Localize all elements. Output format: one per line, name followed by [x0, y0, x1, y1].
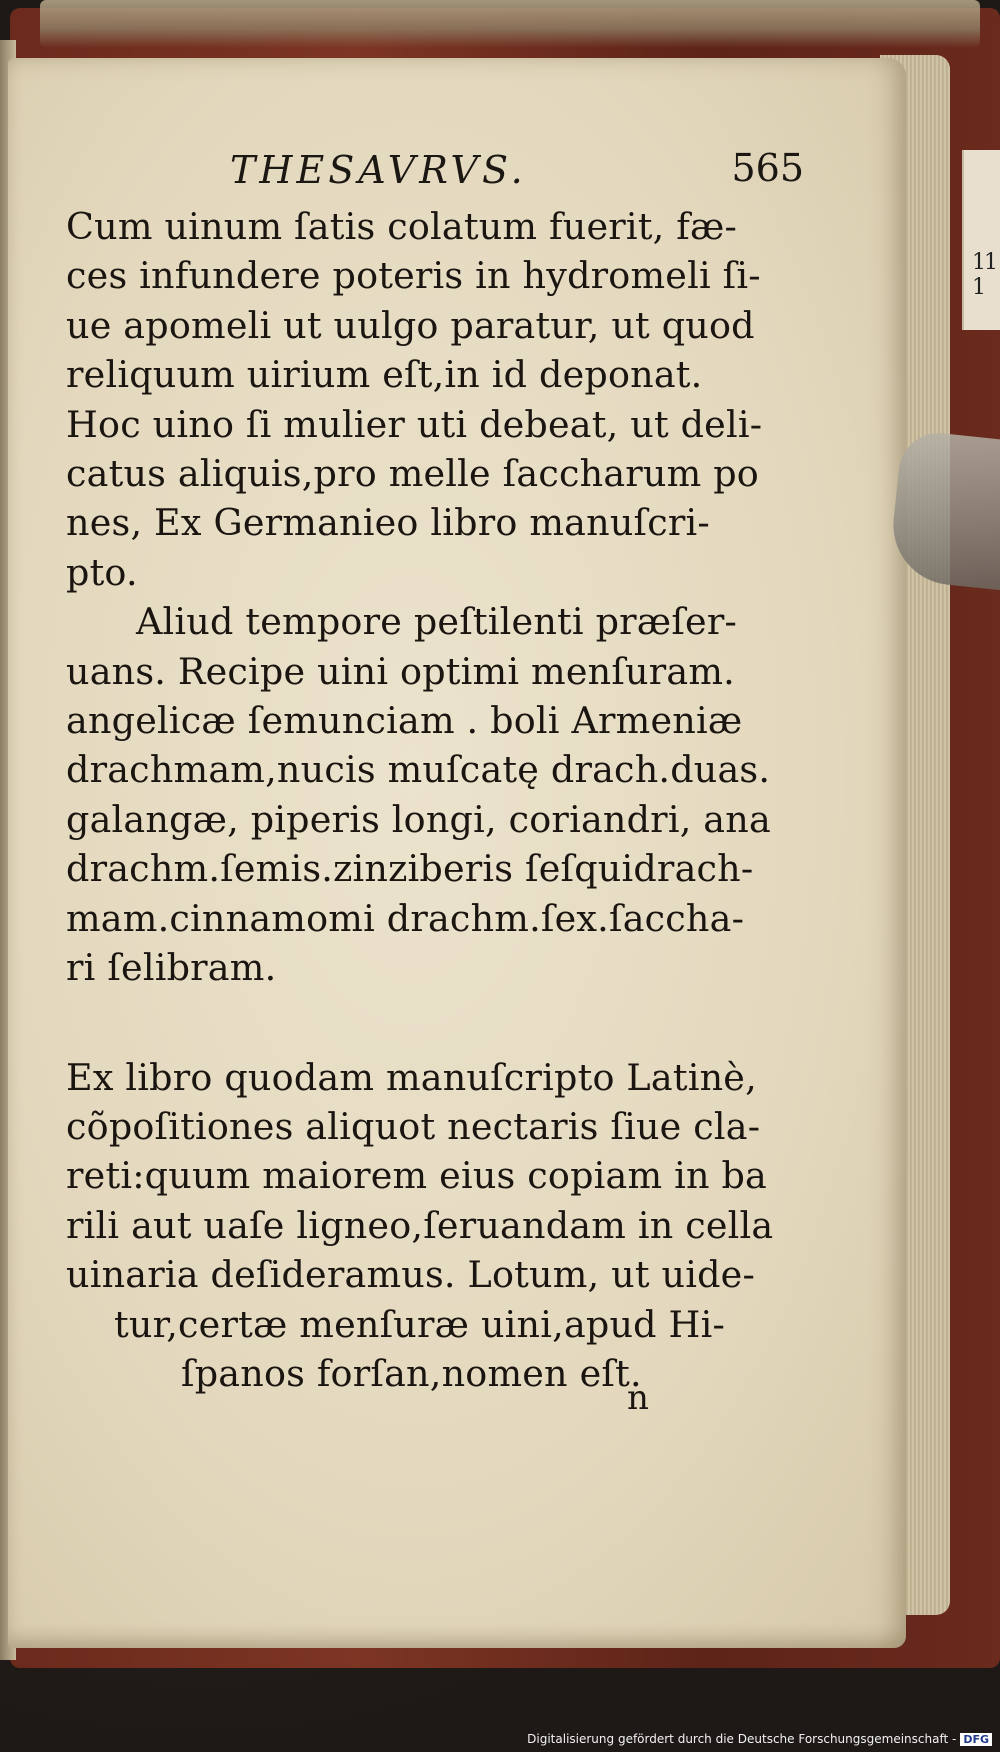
page-body-text	[66, 202, 786, 1398]
running-head: THESAVRVS.	[230, 148, 527, 192]
worn-top-edge	[40, 0, 980, 48]
text-line: uans. Recipe uini optimi menſuram.	[66, 649, 735, 693]
paragraph-gap	[66, 993, 786, 1053]
text-line: Ex libro quodam manuſcripto Latinè,	[66, 1055, 757, 1099]
text-line: Cum uinum ſatis colatum fuerit, fæ-	[66, 205, 738, 248]
text-line: ue apomeli ut uulgo paratur, ut quod	[66, 303, 755, 347]
text-line: Aliud tempore peſtilenti præſer-	[136, 600, 738, 644]
text-line: tur,certæ menſuræ uini,apud Hi-	[114, 1302, 725, 1346]
text-line: rili aut uaſe ligneo,ſeruandam in cella	[66, 1203, 774, 1247]
text-line: pto.	[66, 550, 138, 594]
text-line: cõpoſitiones aliquot nectaris ſiue cla-	[66, 1104, 761, 1148]
text-line: reti:quum maiorem eius copiam in ba	[66, 1154, 768, 1198]
signature-mark: n	[627, 1378, 649, 1418]
page-number: 565	[731, 146, 804, 190]
text-line: catus aliquis,pro melle ſaccharum po	[66, 452, 759, 496]
page-header	[230, 146, 804, 198]
text-line: ces infundere poteris in hydromeli ſi-	[66, 254, 761, 298]
text-line: ſpanos forſan,nomen eſt.	[181, 1351, 642, 1395]
text-line: drachmam,nucis muſcatę drach.duas.	[66, 748, 771, 792]
digitization-credit	[527, 1732, 992, 1746]
text-line: drachm.ſemis.zinziberis ſeſquidrach-	[66, 847, 754, 891]
text-line: ri ſelibram.	[66, 946, 277, 990]
dfg-logo: DFG	[960, 1733, 992, 1746]
text-line: angelicæ ſemunciam . boli Armeniæ	[66, 699, 743, 743]
text-line: uinaria deſideramus. Lotum, ut uide-	[66, 1253, 755, 1297]
credit-text: Digitalisierung gefördert durch die Deutsche Forschungsgemeinschaft -	[527, 1732, 957, 1746]
text-line: nes, Ex Germanieo libro manuſcri-	[66, 501, 710, 545]
spine-label: 11 1	[962, 150, 1000, 330]
text-line: reliquum uirium eſt,in id deponat.	[66, 353, 703, 397]
text-line: galangæ, piperis longi, coriandri, ana	[66, 797, 771, 841]
text-line: mam.cinnamomi drachm.ſex.ſaccha-	[66, 896, 745, 940]
text-line: Hoc uino ſi mulier uti debeat, ut deli-	[66, 402, 763, 446]
